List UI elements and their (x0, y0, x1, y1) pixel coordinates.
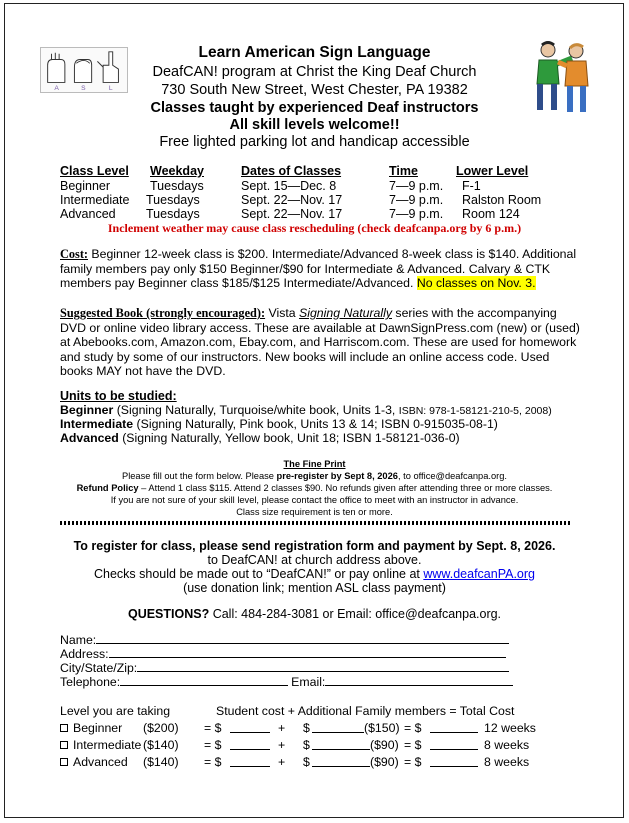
star-divider (60, 521, 570, 525)
cell-weekday: Tuesdays (146, 207, 200, 221)
fine-post: , to office@deafcanpa.org. (397, 471, 507, 481)
header-lower-level: Lower Level (456, 164, 529, 178)
refund-text: – Attend 1 class $115. Attend 2 classes $90. No refunds given after attending three or more classes. (138, 483, 553, 493)
telephone-label: Telephone: (60, 675, 121, 689)
total-cost-blank[interactable] (430, 722, 478, 733)
unit-isbn: ISBN: 978-1-58121-210-5, 2008) (398, 405, 552, 417)
address-line: 730 South New Street, West Chester, PA 19382 (161, 82, 468, 98)
level-row-advanced (60, 755, 560, 769)
unit-level: Beginner (60, 403, 114, 417)
questions-label: QUESTIONS? (127, 607, 210, 621)
level-header: Level you are taking (60, 704, 171, 718)
register-checks (0, 567, 629, 581)
unit-desc: (Signing Naturally, Yellow book, Unit 18; ISBN 1-58121-036-0) (118, 431, 460, 445)
cell-weekday: Tuesdays (150, 179, 204, 193)
address-field[interactable] (60, 647, 506, 661)
header-weekday: Weekday (150, 164, 204, 178)
checks-text: Checks should be made out to “DeafCAN!” or pay online at (94, 567, 424, 581)
level-row-beginner (60, 721, 560, 735)
telephone-field[interactable] (60, 675, 513, 689)
cell-weekday: Tuesdays (146, 193, 200, 207)
plus-sign: + (278, 721, 286, 735)
cell-level: Advanced (60, 207, 116, 221)
cell-room: F-1 (462, 179, 481, 193)
fine-pre: Please fill out the form below. Please (122, 471, 277, 481)
address-label: Address: (60, 647, 109, 661)
cell-dates: Sept. 22—Nov. 17 (241, 207, 343, 221)
intermediate-checkbox[interactable] (60, 741, 68, 749)
cost-text: Beginner 12-week class is $200. Intermediate/Advanced 8-week class is $140. Additional family members pay only $150 Beginner/$90 for Intermediate & Advanced. Calvary & CTK members pay Beginner class $185/$125 Intermediate/Advanced. (60, 247, 577, 291)
level-weeks: 12 weeks (484, 721, 536, 735)
level-name: Beginner (73, 721, 123, 735)
cell-time: 7—9 p.m. (389, 179, 444, 193)
fine-bold: pre-register by Sept 8, 2026 (276, 471, 398, 481)
dollar-sign: $ (303, 755, 310, 769)
refund-policy-line (0, 482, 629, 494)
skill-level-note: If you are not sure of your skill level, please contact the office to meet with an instructor in advance. (110, 495, 519, 505)
unit-desc: (Signing Naturally, Turquoise/white book, Units 1-3, (113, 403, 399, 417)
student-cost-blank[interactable] (230, 756, 270, 767)
cell-dates: Sept. 15—Dec. 8 (241, 179, 337, 193)
asl-letter-l: L (108, 85, 113, 92)
family-price: ($90) (370, 755, 399, 769)
book-label: Suggested Book (strongly encouraged): (60, 306, 266, 320)
telephone-blank[interactable] (120, 675, 288, 686)
book-pre: Vista (265, 306, 300, 320)
parking-line: Free lighted parking lot and handicap accessible (159, 134, 470, 150)
city-field[interactable] (60, 661, 509, 675)
family-price: ($90) (370, 738, 399, 752)
cost-header: Student cost + Additional Family members = Total Cost (216, 704, 515, 718)
address-blank[interactable] (109, 647, 506, 658)
family-price: ($150) (364, 721, 400, 735)
total-cost-blank[interactable] (430, 739, 478, 750)
units-heading: Units to be studied: (60, 389, 177, 403)
book-text: series with the accompanying DVD or online video library access. These are available at DawnSignPress.com (new) or (used) at Abebooks.com, Amazon.com, Ebay.com, and Harriscom.com. These are used for homework and study by some of our instructors. New books will include an online access code. Used books MAY not have the DVD. (60, 306, 580, 379)
cell-time: 7—9 p.m. (389, 207, 444, 221)
dollar-sign: $ (303, 738, 310, 752)
page-title: Learn American Sign Language (198, 44, 431, 61)
level-weeks: 8 weeks (484, 755, 530, 769)
equals-dollar: = $ (404, 755, 422, 769)
schedule-table (0, 164, 629, 224)
class-size-note: Class size requirement is ten or more. (236, 507, 393, 517)
level-name: Intermediate (73, 738, 142, 752)
unit-beginner (60, 403, 552, 417)
donation-note: (use donation link; mention ASL class payment) (183, 581, 446, 595)
student-cost-blank[interactable] (230, 739, 270, 750)
student-cost-blank[interactable] (230, 722, 270, 733)
unit-level: Advanced (60, 431, 119, 445)
program-line: DeafCAN! program at Christ the King Deaf Church (152, 64, 477, 80)
equals-dollar: = $ (404, 738, 422, 752)
cell-time: 7—9 p.m. (389, 193, 444, 207)
total-cost-blank[interactable] (430, 756, 478, 767)
name-blank[interactable] (96, 633, 509, 644)
book-paragraph (60, 306, 580, 379)
book-title: Signing Naturally (299, 306, 392, 320)
website-link[interactable]: www.deafcanPA.org (423, 567, 535, 581)
email-blank[interactable] (325, 675, 513, 686)
plus-sign: + (278, 738, 286, 752)
plus-sign: + (278, 755, 286, 769)
refund-label: Refund Policy (76, 483, 139, 493)
fine-print-line1 (0, 470, 629, 482)
email-label: Email: (291, 675, 326, 689)
register-deadline: To register for class, please send registration form and payment by Sept. 8, 2026. (73, 539, 556, 553)
cell-room: Room 124 (462, 207, 520, 221)
cell-level: Intermediate (60, 193, 130, 207)
equals-dollar: = $ (204, 738, 222, 752)
family-cost-blank[interactable] (312, 722, 364, 733)
header-time: Time (389, 164, 418, 178)
family-cost-blank[interactable] (312, 756, 370, 767)
level-price: ($200) (143, 721, 179, 735)
unit-intermediate (60, 417, 498, 431)
family-cost-blank[interactable] (312, 739, 370, 750)
no-classes-highlight: No classes on Nov. 3. (416, 276, 536, 291)
level-name: Advanced (73, 755, 128, 769)
questions-contact: Call: 484-284-3081 or Email: office@deafcanpa.org. (209, 607, 502, 621)
level-row-intermediate (60, 738, 560, 752)
cell-dates: Sept. 22—Nov. 17 (241, 193, 343, 207)
name-field[interactable] (60, 633, 509, 647)
name-label: Name: (60, 633, 97, 647)
asl-letter-s: S (81, 85, 86, 92)
asl-letter-a: A (54, 85, 59, 92)
level-weeks: 8 weeks (484, 738, 530, 752)
unit-advanced (60, 431, 460, 445)
dollar-sign: $ (303, 721, 310, 735)
cell-room: Ralston Room (462, 193, 542, 207)
equals-dollar: = $ (204, 721, 222, 735)
cell-level: Beginner (60, 179, 111, 193)
equals-dollar: = $ (404, 721, 422, 735)
register-address: to DeafCAN! at church address above. (207, 553, 422, 567)
level-price: ($140) (143, 738, 179, 752)
unit-level: Intermediate (60, 417, 134, 431)
instructors-line: Classes taught by experienced Deaf instructors (150, 100, 479, 116)
beginner-checkbox[interactable] (60, 724, 68, 732)
level-price: ($140) (143, 755, 179, 769)
fine-print-title: The Fine Print (283, 459, 346, 469)
city-label: City/State/Zip: (60, 661, 138, 675)
questions-line (0, 607, 629, 621)
skill-levels-line: All skill levels welcome!! (229, 117, 400, 133)
cost-label: Cost: (60, 247, 89, 261)
header-class-level: Class Level (60, 164, 129, 178)
advanced-checkbox[interactable] (60, 758, 68, 766)
header-dates: Dates of Classes (241, 164, 342, 178)
cost-paragraph (60, 247, 580, 291)
unit-desc: (Signing Naturally, Pink book, Units 13 & 14; ISBN 0-915035-08-1) (133, 417, 498, 431)
weather-note: Inclement weather may cause class rescheduling (check deafcanpa.org by 6 p.m.) (107, 221, 522, 235)
city-blank[interactable] (137, 661, 509, 672)
equals-dollar: = $ (204, 755, 222, 769)
